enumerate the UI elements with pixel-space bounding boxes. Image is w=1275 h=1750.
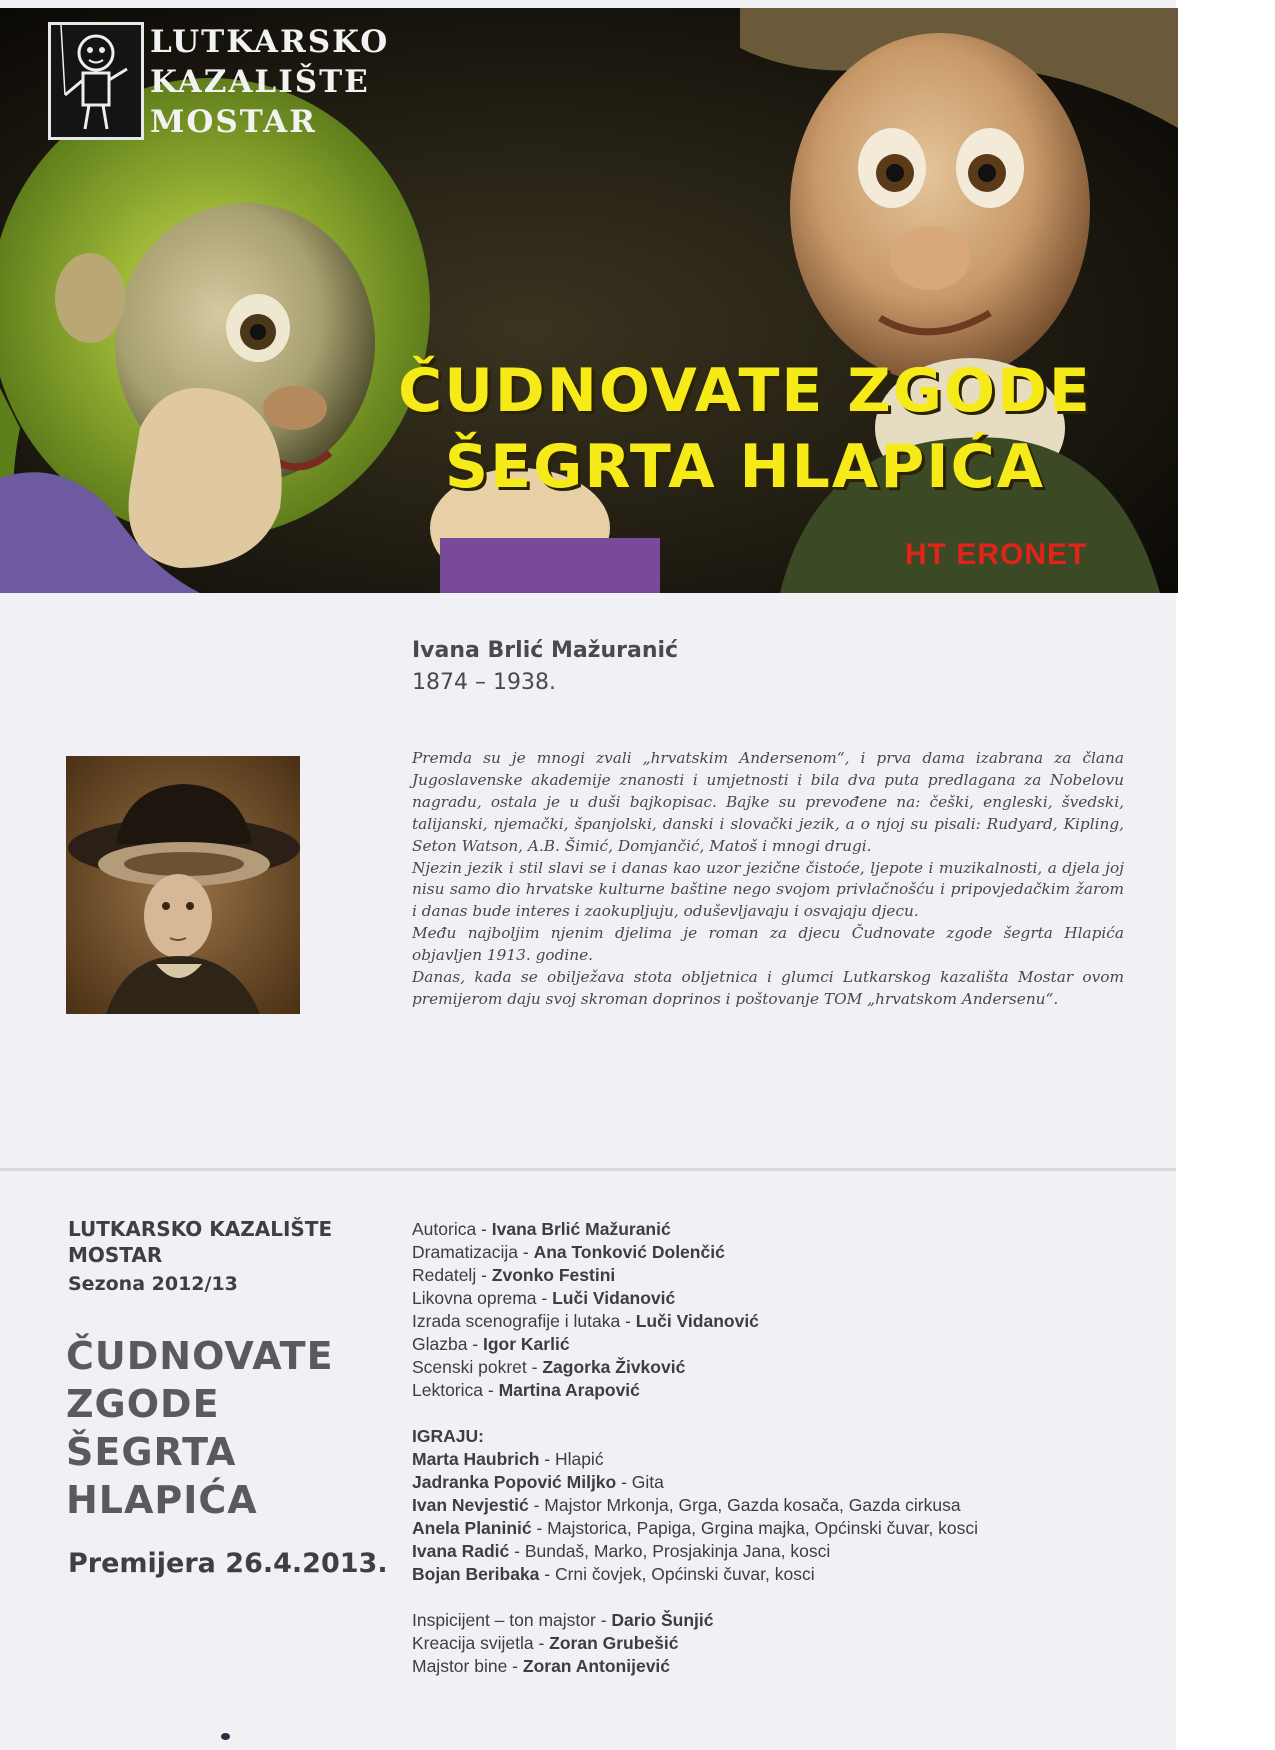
tech-role: Kreacija svijetla - xyxy=(412,1633,550,1653)
author-portrait xyxy=(66,756,300,1014)
bio-paragraph: Njezin jezik i stil slavi se i danas kao uzor jezične čistoće, ljepote i muzikalnosti, a djela joj nisu samo dio hrvatske kulturne baštine nego svojom privlačnošću i pripovjedačkim žarom i danas bude interes i zaokupljuju, oduševljavaju i osvajaju djecu. xyxy=(412,858,1124,921)
tech-name: Dario Šunjić xyxy=(611,1610,714,1630)
tech-name: Zoran Grubešić xyxy=(549,1633,679,1653)
scan-speck xyxy=(221,1733,230,1740)
cast-row xyxy=(412,1494,1052,1517)
tech-row xyxy=(412,1632,1052,1655)
scan-margin xyxy=(1176,0,1275,1750)
tech-role: Inspicijent – ton majstor - xyxy=(412,1610,612,1630)
crew-name: Zagorka Živković xyxy=(542,1357,686,1377)
cast-heading: IGRAJU: xyxy=(412,1426,484,1446)
crew-role: Scenski pokret - xyxy=(412,1357,543,1377)
crew-name: Ana Tonković Dolenčić xyxy=(533,1242,725,1262)
banner-title xyxy=(350,353,1140,505)
banner-title-line-1: ČUDNOVATE ZGODE xyxy=(398,356,1092,426)
bio-paragraph: Među najboljim njenim djelima je roman za djecu Čudnovate zgode šegrta Hlapića objavljen 1913. godine. xyxy=(412,924,1124,965)
author-years: 1874 – 1938. xyxy=(412,670,556,695)
fold-line xyxy=(0,1168,1176,1171)
crew-name: Igor Karlić xyxy=(483,1334,570,1354)
cast-row xyxy=(412,1563,1052,1586)
show-title-line: HLAPIĆA xyxy=(66,1478,258,1522)
cast-row xyxy=(412,1471,1052,1494)
theatre-logo-text xyxy=(150,22,390,142)
theatre-logo xyxy=(48,22,144,140)
cast-name: Anela Planinić xyxy=(412,1518,532,1538)
theatre-name: LUTKARSKO KAZALIŠTE MOSTAR xyxy=(68,1217,333,1267)
cast-role: - Majstor Mrkonja, Grga, Gazda kosača, Gazda cirkusa xyxy=(528,1495,961,1515)
sponsor-logo: HT ERONET xyxy=(905,538,1088,571)
puppet-logo-icon xyxy=(51,25,141,137)
crew-row xyxy=(412,1241,1052,1264)
crew-name: Martina Arapović xyxy=(498,1380,640,1400)
cast-role: - Hlapić xyxy=(539,1449,604,1469)
crew-row xyxy=(412,1356,1052,1379)
cast-name: Ivana Radić xyxy=(412,1541,510,1561)
crew-role: Izrada scenografije i lutaka - xyxy=(412,1311,636,1331)
cast-name: Marta Haubrich xyxy=(412,1449,540,1469)
crew-name: Luči Vidanović xyxy=(552,1288,676,1308)
tech-row xyxy=(412,1609,1052,1632)
author-name: Ivana Brlić Mažuranić xyxy=(412,638,679,663)
cast-role: - Crni čovjek, Općinski čuvar, kosci xyxy=(539,1564,815,1584)
crew-role: Likovna oprema - xyxy=(412,1288,553,1308)
crew-role: Lektorica - xyxy=(412,1380,499,1400)
author-biography xyxy=(412,748,1124,1011)
cast-row xyxy=(412,1540,1052,1563)
bio-paragraph: Danas, kada se obilježava stota obljetnica i glumci Lutkarskog kazališta Mostar ovom premijerom daju svoj skroman doprinos i poštovanje TOM „hrvatskom Andersenu“. xyxy=(412,968,1124,1008)
cast-name: Bojan Beribaka xyxy=(412,1564,540,1584)
show-title-line: ŠEGRTA xyxy=(66,1430,237,1474)
crew-role: Glazba - xyxy=(412,1334,483,1354)
crew-row xyxy=(412,1379,1052,1402)
crew-row xyxy=(412,1287,1052,1310)
crew-role: Dramatizacija - xyxy=(412,1242,534,1262)
crew-row xyxy=(412,1333,1052,1356)
crew-row xyxy=(412,1218,1052,1241)
portrait-photo-icon xyxy=(66,756,300,1014)
cast-row xyxy=(412,1517,1052,1540)
show-title-line: ZGODE xyxy=(66,1382,220,1426)
logo-line-3: MOSTAR xyxy=(150,104,317,140)
crew-name: Zvonko Festini xyxy=(491,1265,616,1285)
crew-name: Luči Vidanović xyxy=(635,1311,759,1331)
crew-role: Redatelj - xyxy=(412,1265,492,1285)
logo-line-2: KAZALIŠTE xyxy=(150,64,370,100)
crew-name: Ivana Brlić Mažuranić xyxy=(491,1219,671,1239)
cast-role: - Majstorica, Papiga, Grgina majka, Općinski čuvar, kosci xyxy=(531,1518,979,1538)
tech-role: Majstor bine - xyxy=(412,1656,523,1676)
tech-row xyxy=(412,1655,1052,1678)
cast-role: - Gita xyxy=(616,1472,664,1492)
logo-line-1: LUTKARSKO xyxy=(150,24,390,60)
cast-name: Jadranka Popović Miljko xyxy=(412,1472,617,1492)
credits-list xyxy=(412,1218,1052,1678)
banner-title-line-2: ŠEGRTA HLAPIĆA xyxy=(444,432,1046,502)
cast-row xyxy=(412,1448,1052,1471)
season: Sezona 2012/13 xyxy=(68,1273,238,1295)
crew-row xyxy=(412,1310,1052,1333)
crew-role: Autorica - xyxy=(412,1219,492,1239)
tech-name: Zoran Antonijević xyxy=(522,1656,671,1676)
crew-row xyxy=(412,1264,1052,1287)
premiere-date: Premijera 26.4.2013. xyxy=(68,1548,388,1579)
spacer xyxy=(412,1402,1052,1425)
cast-role: - Bundaš, Marko, Prosjakinja Jana, kosci xyxy=(509,1541,831,1561)
show-title xyxy=(66,1332,334,1524)
poster-banner xyxy=(0,8,1178,593)
show-title-line: ČUDNOVATE xyxy=(66,1334,334,1378)
bio-paragraph: Premda su je mnogi zvali „hrvatskim Andersenom“, i prva dama izabrana za člana Jugoslavenske akademije znanosti i umjetnosti i bila dva puta predlagana za Nobelovu nagradu, ostala je u duši bajkopisac. Bajke su prevođene na: češki, engleski, švedski, talijanski, njemački, španjolski, danski i slovački jezik, a o njoj su pisali: Rudyard, Kipling, Seton Watson, A.B. Šimić, Domjančić, Matoš i mnogi drugi. xyxy=(412,749,1124,855)
spacer xyxy=(412,1586,1052,1609)
cast-name: Ivan Nevjestić xyxy=(412,1495,529,1515)
